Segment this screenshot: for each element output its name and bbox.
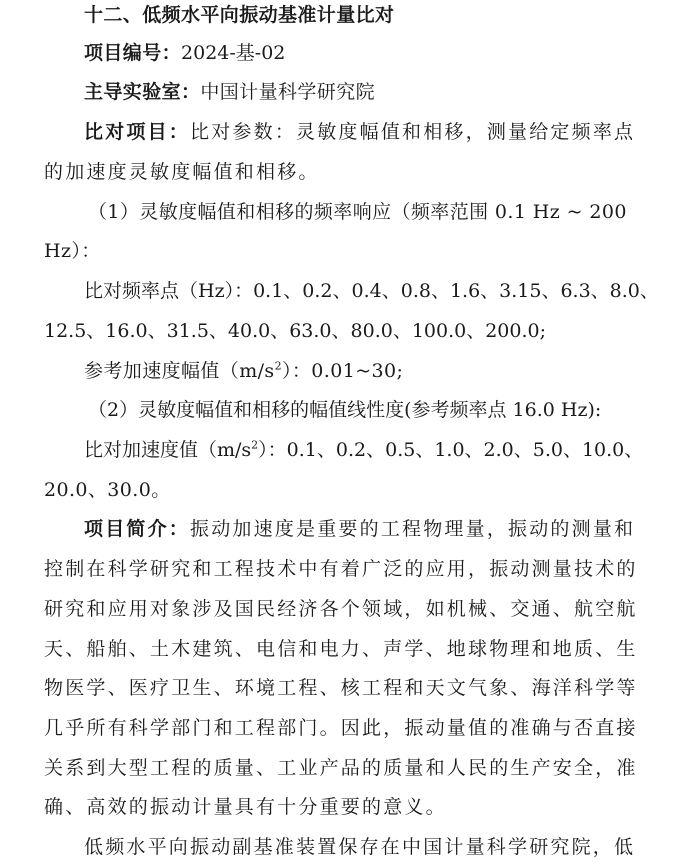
last-para-line1: 低频水平向振动副基准装置保存在中国计量科学研究院，低	[84, 836, 636, 858]
project-number	[84, 33, 687, 73]
intro-line3: 研究和应用对象涉及国民经济各个领域，如机械、交通、航空航	[44, 598, 638, 620]
section-title: 十二、低频水平向振动基准计量比对	[84, 4, 395, 26]
intro-line7: 关系到大型工程的质量、工业产品的质量和人民的生产安全，准	[44, 757, 638, 779]
item2-line1: （2）灵敏度幅值和相移的幅值线性度(参考频率点 16.0 Hz):	[88, 399, 602, 421]
freq-points-line1: 比对频率点（Hz）：0.1、0.2、0.4、0.8、1.6、3.15、6.3、8.0、	[84, 280, 659, 302]
comparison-items-line1	[84, 112, 687, 152]
ref-accel-value: ）：0.01~30;	[281, 360, 404, 382]
freq-points-line2: 12.5、16.0、31.5、40.0、63.0、80.0、100.0、200.0;	[44, 320, 547, 342]
lead-lab	[84, 72, 687, 112]
comparison-items-line2: 的加速度灵敏度幅值和相移。	[44, 161, 320, 183]
accel-values-superscript: 2	[251, 438, 259, 452]
item1-line2: Hz）：	[44, 240, 101, 262]
project-number-value: 2024-基-02	[181, 42, 286, 64]
ref-accel-text: 参考加速度幅值（m/s	[84, 360, 275, 382]
intro-line4: 天、船舶、土木建筑、电信和电力、声学、地球物理和地质、生	[44, 638, 638, 660]
intro-label: 项目简介：	[84, 518, 191, 540]
ref-accel-line	[84, 351, 687, 391]
project-number-label: 项目编号：	[84, 42, 182, 64]
intro-text-1: 振动加速度是重要的工程物理量，振动的测量和	[190, 518, 636, 540]
intro-line5: 物医学、医疗卫生、环境工程、核工程和天文气象、海洋科学等	[44, 677, 638, 699]
lead-lab-label: 主导实验室：	[84, 81, 201, 103]
lead-lab-value: 中国计量科学研究院	[200, 81, 376, 103]
accel-values-text: 比对加速度值（m/s	[84, 439, 252, 461]
ref-accel-superscript: 2	[274, 359, 282, 373]
intro-line8: 确、高效的振动计量具有十分重要的意义。	[44, 796, 447, 818]
intro-line1	[84, 509, 687, 549]
intro-line2: 控制在科学研究和工程技术中有着广泛的应用，振动测量技术的	[44, 558, 638, 580]
accel-values-line2: 20.0、30.0。	[44, 479, 171, 501]
comparison-items-label: 比对项目：	[84, 121, 191, 143]
accel-values-list: ）：0.1、0.2、0.5、1.0、2.0、5.0、10.0、	[258, 439, 644, 461]
item1-line1: （1）灵敏度幅值和相移的频率响应（频率范围 0.1 Hz ~ 200	[88, 201, 627, 223]
comparison-items-text: 比对参数：灵敏度幅值和相移，测量给定频率点	[190, 121, 636, 143]
accel-values-line1	[84, 430, 687, 470]
intro-line6: 几乎所有科学部门和工程部门。因此，振动量值的准确与否直接	[44, 717, 638, 739]
